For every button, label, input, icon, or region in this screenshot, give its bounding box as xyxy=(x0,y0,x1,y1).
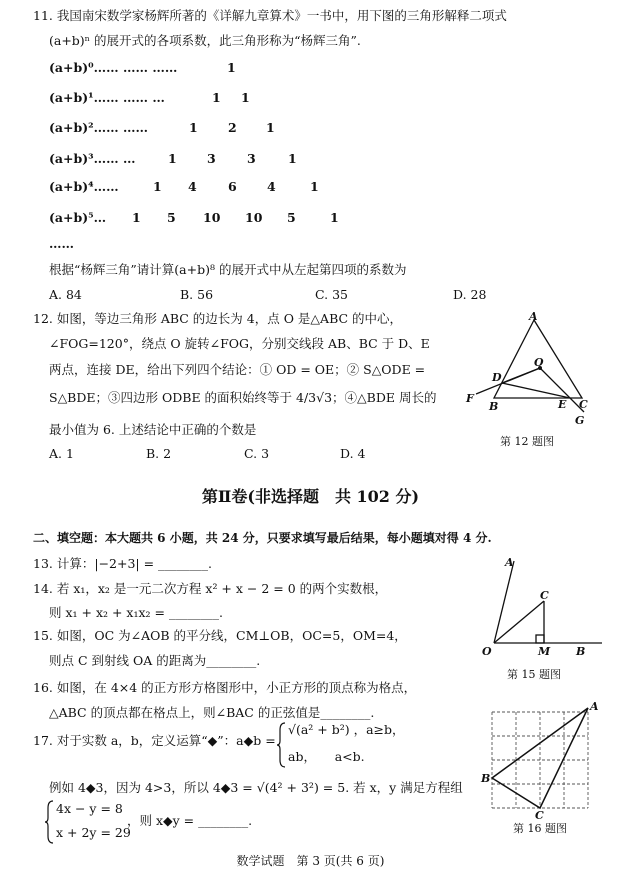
triangle-row-1-label: (a+b)¹…… …… … xyxy=(49,90,165,105)
triangle-row-3-coef: 3 xyxy=(207,151,216,166)
q12-option-b: B. 2 xyxy=(146,446,172,461)
label-o: O xyxy=(534,356,544,369)
q15-line1: 15. 如图，OC 为∠AOB 的平分线，CM⊥OB，OC=5，OM=4， xyxy=(33,628,407,643)
q11-option-a: A. 84 xyxy=(49,287,82,302)
q12-line2: ∠FOG=120°，绕点 O 旋转∠FOG，分别交线段 AB、BC 于 D、E xyxy=(49,336,430,351)
label-c: C xyxy=(540,589,549,602)
label-e: E xyxy=(558,398,567,411)
triangle-row-2-coef: 1 xyxy=(189,120,198,135)
q11-option-d: D. 28 xyxy=(453,287,487,302)
triangle-row-4-coef: 4 xyxy=(188,179,197,194)
q12-line3: 两点，连接 DE，给出下列四个结论：① OD = OE；② S△ODE = xyxy=(49,362,426,377)
q12-figure xyxy=(462,310,602,430)
q16-line2: △ABC 的顶点都在格点上，则∠BAC 的正弦值是________. xyxy=(49,705,375,720)
triangle-row-1-coef: 1 xyxy=(212,90,221,105)
triangle-row-4-coef: 6 xyxy=(228,179,237,194)
q11-line2: (a+b)ⁿ 的展开式的各项系数，此三角形称为“杨辉三角”. xyxy=(49,33,361,48)
q17-system-brace xyxy=(44,800,54,844)
triangle-row-4-coef: 1 xyxy=(310,179,319,194)
triangle-row-0-coef: 1 xyxy=(227,60,236,75)
q17-brace xyxy=(276,722,286,768)
label-a: A xyxy=(505,556,514,569)
label-c: C xyxy=(535,809,544,820)
triangle-row-5-coef: 5 xyxy=(167,210,176,225)
q11-question: 根据“杨辉三角”请计算(a+b)⁸ 的展开式中从左起第四项的系数为 xyxy=(49,262,407,277)
label-m: M xyxy=(538,645,551,658)
section2-header: 二、填空题：本大题共 6 小题，共 24 分，只要求填写最后结果，每小题填对得 4 分. xyxy=(33,531,492,545)
triangle-row-3-coef: 3 xyxy=(247,151,256,166)
q17-line1: 17. 对于实数 a，b，定义运算“◆”：a◆b = xyxy=(33,733,276,748)
q17-case2: ab， a<b. xyxy=(288,749,365,764)
q17-sys2: x + 2y = 29 xyxy=(56,825,131,840)
label-b: B xyxy=(481,772,491,785)
q16-figure-caption: 第 16 题图 xyxy=(513,822,567,835)
q12-option-c: C. 3 xyxy=(244,446,270,461)
triangle-row-5-coef: 1 xyxy=(330,210,339,225)
q12-option-d: D. 4 xyxy=(340,446,366,461)
q15-figure xyxy=(476,555,606,660)
triangle-row-5-coef: 1 xyxy=(132,210,141,225)
q17-case1: √(a² + b²) ，a≥b， xyxy=(288,722,405,737)
q14-line2: 则 x₁ + x₂ + x₁x₂ = ________. xyxy=(49,605,223,620)
q13: 13. 计算：|−2+3| = ________. xyxy=(33,556,213,571)
q17-sys1: 4x − y = 8 xyxy=(56,801,123,816)
label-f: F xyxy=(466,392,474,405)
q11-line1: 11. 我国南宋数学家杨辉所著的《详解九章算术》一书中，用下图的三角形解释二项式 xyxy=(33,8,507,23)
ray-oa xyxy=(494,561,514,643)
q11-option-b: B. 56 xyxy=(180,287,214,302)
triangle-row-4-label: (a+b)⁴…… xyxy=(49,179,119,194)
label-b: B xyxy=(489,400,499,413)
label-a: A xyxy=(529,310,538,323)
triangle-row-5-coef: 10 xyxy=(245,210,263,225)
triangle-row-5-label: (a+b)⁵… xyxy=(49,210,107,225)
triangle-row-1-coef: 1 xyxy=(241,90,250,105)
q11-option-c: C. 35 xyxy=(315,287,348,302)
triangle-row-0-label: (a+b)⁰…… …… …… xyxy=(49,60,178,75)
triangle-row-2-coef: 2 xyxy=(228,120,237,135)
page-footer: 数学试题 第 3 页(共 6 页) xyxy=(236,854,385,868)
section-title: 第Ⅱ卷(非选择题 共 102 分) xyxy=(201,487,420,506)
q12-line4: S△BDE；③四边形 ODBE 的面积始终等于 4/3√3；④△BDE 周长的 xyxy=(49,390,437,405)
triangle-row-4-coef: 4 xyxy=(267,179,276,194)
q16-line1: 16. 如图，在 4×4 的正方形方格图形中，小正方形的顶点称为格点， xyxy=(33,680,417,695)
triangle-row-4-coef: 1 xyxy=(153,179,162,194)
triangle-row-2-coef: 1 xyxy=(266,120,275,135)
q15-figure-caption: 第 15 题图 xyxy=(507,668,561,681)
triangle-row-5-coef: 10 xyxy=(203,210,221,225)
q12-option-a: A. 1 xyxy=(49,446,74,461)
segment-de xyxy=(502,383,570,398)
grid xyxy=(492,712,588,808)
triangle-row-3-coef: 1 xyxy=(288,151,297,166)
q15-line2: 则点 C 到射线 OA 的距离为________. xyxy=(49,653,261,668)
label-d: D xyxy=(492,371,502,384)
q17-line3: ，则 x◆y = ________. xyxy=(127,813,253,828)
label-o: O xyxy=(482,645,492,658)
right-angle-mark xyxy=(536,635,544,643)
triangle-row-3-label: (a+b)³…… … xyxy=(49,151,136,166)
q17-line2: 例如 4◆3，因为 4>3，所以 4◆3 = √(4² + 3²) = 5. 若 x，y 满足方程组 xyxy=(49,780,463,795)
label-g: G xyxy=(575,414,585,427)
triangle-row-5-coef: 5 xyxy=(287,210,296,225)
triangle-row-3-coef: 1 xyxy=(168,151,177,166)
q16-figure xyxy=(480,700,600,820)
label-b: B xyxy=(576,645,586,658)
q14-line1: 14. 若 x₁，x₂ 是一元二次方程 x² + x − 2 = 0 的两个实数根， xyxy=(33,581,388,596)
q12-line1: 12. 如图，等边三角形 ABC 的边长为 4，点 O 是△ABC 的中心， xyxy=(33,311,403,326)
triangle-row-2-label: (a+b)²…… …… xyxy=(49,120,148,135)
label-c: C xyxy=(579,398,588,411)
triangle-ellipsis: …… xyxy=(49,236,74,251)
q12-line5: 最小值为 6. 上述结论中正确的个数是 xyxy=(49,422,257,437)
q12-figure-caption: 第 12 题图 xyxy=(500,435,554,448)
label-a: A xyxy=(590,700,599,713)
